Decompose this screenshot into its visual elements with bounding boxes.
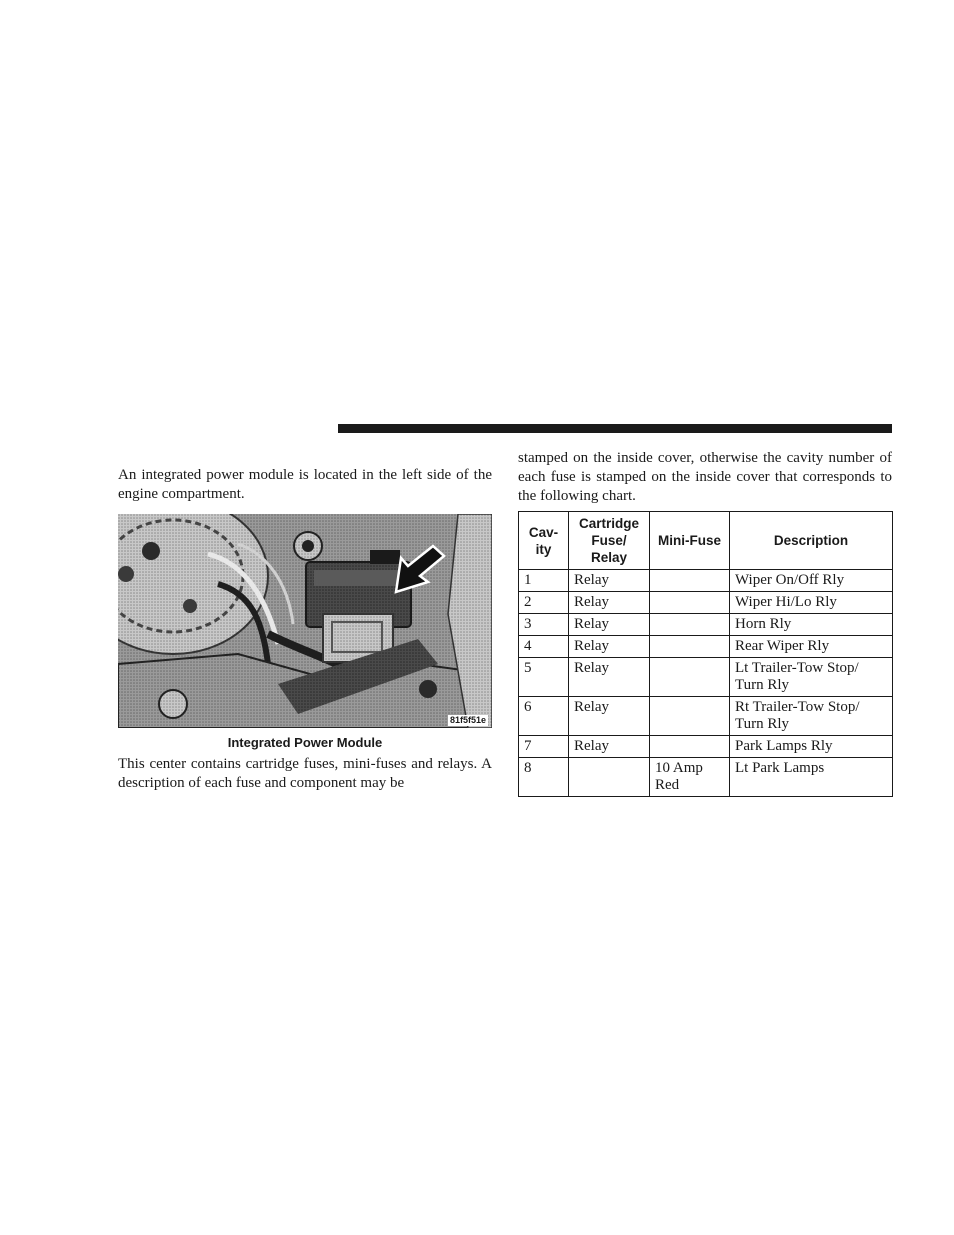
right-column	[518, 449, 892, 797]
table-row	[519, 592, 893, 614]
cell-mini	[650, 636, 730, 658]
cell-mini	[650, 658, 730, 697]
cell-cartridge: Relay	[569, 614, 650, 636]
cell-cartridge: Relay	[569, 697, 650, 736]
table-row	[519, 697, 893, 736]
cell-mini	[650, 614, 730, 636]
cell-cavity: 2	[519, 592, 569, 614]
cell-description: Rear Wiper Rly	[730, 636, 893, 658]
fuse-table	[518, 511, 893, 797]
table-row	[519, 736, 893, 758]
cell-description: Lt Park Lamps	[730, 758, 893, 797]
image-code-label: 81f5f51e	[449, 715, 486, 725]
table-row	[519, 758, 893, 797]
cell-cartridge: Relay	[569, 592, 650, 614]
left-column	[118, 466, 492, 793]
cell-cavity: 8	[519, 758, 569, 797]
header-description: Description	[730, 512, 893, 570]
continued-paragraph: stamped on the inside cover, otherwise the cavity number of each fuse is stamped on the inside cover that corresponds to the following chart.	[518, 450, 892, 504]
description-paragraph: This center contains cartridge fuses, mini-fuses and relays. A description of each fuse and component may be	[118, 756, 492, 791]
cell-mini: 10 Amp Red	[650, 758, 730, 797]
intro-paragraph: An integrated power module is located in the left side of the engine compartment.	[118, 467, 492, 502]
cell-description: Horn Rly	[730, 614, 893, 636]
cell-description: Lt Trailer-Tow Stop/ Turn Rly	[730, 658, 893, 697]
cell-mini	[650, 736, 730, 758]
cell-cavity: 3	[519, 614, 569, 636]
table-row	[519, 636, 893, 658]
cell-description: Rt Trailer-Tow Stop/ Turn Rly	[730, 697, 893, 736]
table-row	[519, 614, 893, 636]
cell-mini	[650, 592, 730, 614]
cell-cartridge: Relay	[569, 658, 650, 697]
cell-cavity: 1	[519, 570, 569, 592]
section-header-rule	[338, 424, 892, 433]
header-cavity: Cav- ity	[519, 512, 569, 570]
engine-compartment-photo	[118, 514, 492, 728]
cell-cartridge	[569, 758, 650, 797]
cell-cartridge: Relay	[569, 570, 650, 592]
cell-mini	[650, 697, 730, 736]
cell-cavity: 6	[519, 697, 569, 736]
cell-description: Wiper Hi/Lo Rly	[730, 592, 893, 614]
cell-cavity: 7	[519, 736, 569, 758]
cell-description: Wiper On/Off Rly	[730, 570, 893, 592]
cell-cartridge: Relay	[569, 636, 650, 658]
figure-caption: Integrated Power Module	[227, 735, 383, 750]
header-cartridge-fuse-relay: Cartridge Fuse/ Relay	[569, 512, 650, 570]
cell-cavity: 4	[519, 636, 569, 658]
table-row	[519, 658, 893, 697]
table-header-row	[519, 512, 893, 570]
cell-cartridge: Relay	[569, 736, 650, 758]
table-row	[519, 570, 893, 592]
cell-mini	[650, 570, 730, 592]
header-mini-fuse: Mini-Fuse	[650, 512, 730, 570]
cell-cavity: 5	[519, 658, 569, 697]
cell-description: Park Lamps Rly	[730, 736, 893, 758]
